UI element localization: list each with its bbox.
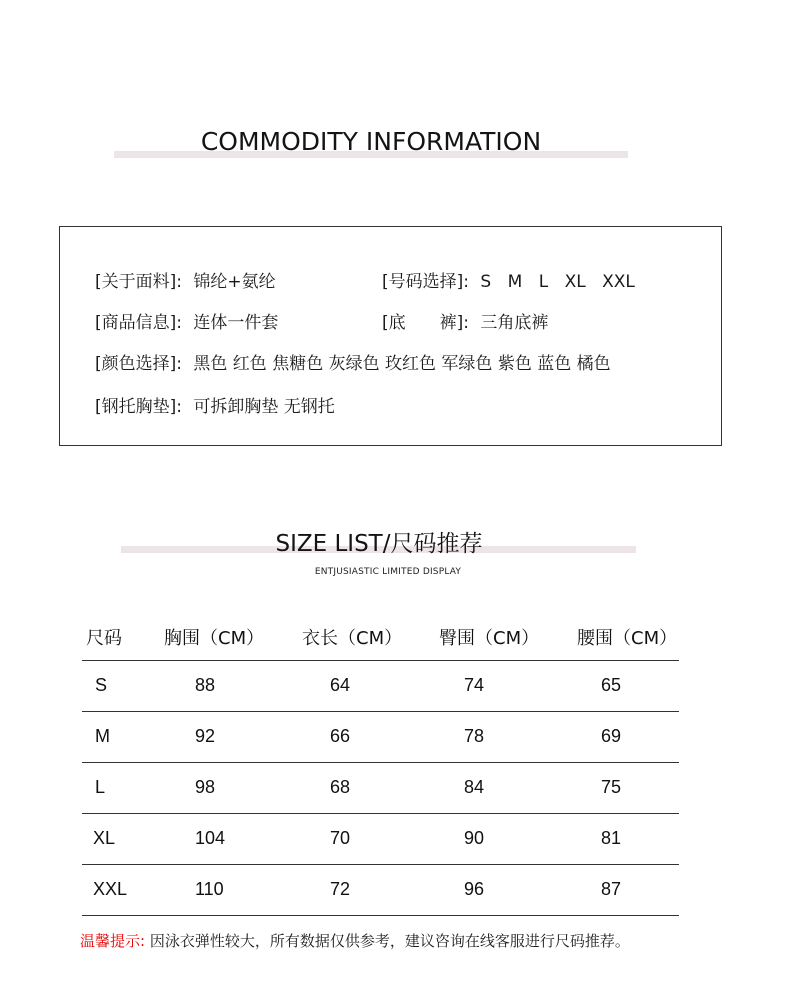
note-prefix: 温馨提示: [80,932,146,950]
table-cell: 74 [464,675,485,695]
info-row-product [95,308,278,333]
table-cell: 75 [601,777,622,797]
info-row-sizes [382,267,646,292]
size-list-subtitle: ENTJUSIASTIC LIMITED DISPLAY [314,567,462,577]
size-option: XXL [602,272,635,292]
commodity-info-box [59,226,722,446]
info-value: 连体一件套 [193,313,279,333]
table-cell: S [95,675,108,695]
table-row [82,865,679,916]
size-table [82,611,679,916]
size-option: XL [564,272,586,292]
size-list-title: SIZE LIST/尺码推荐 [275,531,483,557]
commodity-title: COMMODITY INFORMATION [200,127,542,156]
table-cell: 87 [601,879,622,899]
table-cell: 84 [464,777,485,797]
table-cell: 70 [330,828,351,848]
table-cell: L [95,777,106,797]
table-cell: 92 [195,726,216,746]
table-cell: 64 [330,675,351,695]
table-cell: XXL [93,879,128,899]
table-cell: 98 [195,777,216,797]
info-row-padding [95,392,335,417]
table-cell: 65 [601,675,622,695]
info-label: [颜色选择]: [95,354,182,374]
info-value: 锦纶+氨纶 [193,272,276,292]
table-cell: 78 [464,726,485,746]
info-label: [商品信息]: [95,313,182,333]
table-cell: XL [93,828,116,848]
table-cell: 68 [330,777,351,797]
info-value: 可拆卸胸垫 无钢托 [193,397,335,417]
table-cell: 88 [195,675,216,695]
table-cell: 81 [601,828,622,848]
column-header-length: 衣长（CM） [302,628,403,649]
table-row [82,661,679,712]
table-cell: 104 [195,828,226,848]
info-label: [底 裤]: [382,313,469,333]
column-header-size: 尺码 [86,628,122,649]
table-cell: 69 [601,726,622,746]
size-options [480,272,645,292]
info-value: 黑色 红色 焦糖色 灰绿色 玫红色 军绿色 紫色 蓝色 橘色 [193,354,611,374]
table-cell: 90 [464,828,485,848]
column-header-bust: 胸围（CM） [164,628,265,649]
info-row-briefs [382,308,548,333]
table-cell: 72 [330,879,351,899]
info-row-fabric [95,267,276,292]
column-header-hip: 臀围（CM） [439,628,540,649]
size-option: L [538,272,549,292]
info-label: [关于面料]: [95,272,182,292]
size-option: S [480,272,492,292]
column-header-waist: 腰围（CM） [577,628,678,649]
info-label: [钢托胸垫]: [95,397,182,417]
table-header [82,611,679,661]
table-cell: 66 [330,726,351,746]
table-row [82,814,679,865]
info-label: [号码选择]: [382,272,469,292]
size-note [80,930,630,951]
table-cell: M [95,726,110,746]
note-text: 因泳衣弹性较大，所有数据仅供参考，建议咨询在线客服进行尺码推荐。 [145,932,630,950]
info-value: 三角底裤 [480,313,549,333]
table-cell: 110 [195,879,224,899]
table-row [82,712,679,763]
size-option: M [507,272,523,292]
table-cell: 96 [464,879,485,899]
table-row [82,763,679,814]
info-row-colors [95,349,611,374]
